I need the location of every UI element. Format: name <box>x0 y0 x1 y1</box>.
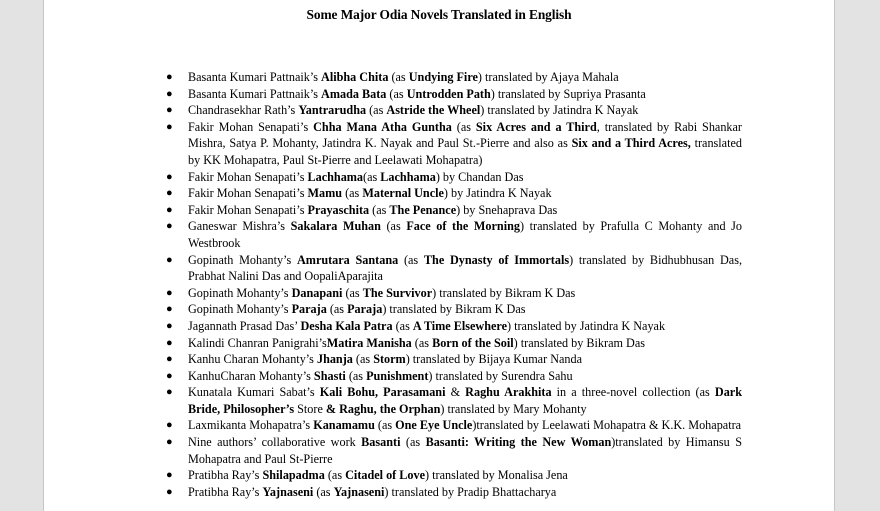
book-title: Kanamamu <box>313 418 375 433</box>
bullet-icon: ● <box>166 187 173 200</box>
item-text: ) by Jatindra K Nayak <box>443 186 552 201</box>
item-text: (as <box>324 468 346 483</box>
book-title: Mamu <box>307 186 343 201</box>
item-text: (as <box>388 70 409 84</box>
bullet-icon: ● <box>166 419 173 432</box>
book-title: Shasti <box>313 368 346 383</box>
bullet-icon: ● <box>166 303 173 316</box>
book-title: Jhanja <box>316 352 353 367</box>
item-text: Kunatala Kumari Sabat’s <box>188 385 320 400</box>
item-text: (as <box>451 119 476 134</box>
item-text: ) translated by Jatindra K Nayak <box>507 318 666 333</box>
item-text: )translated by Leelawati Mohapatra & K.K. Mohapatra <box>472 418 742 433</box>
item-text: ) translated by Prafulla C Mohanty and Jo Westbrook <box>188 219 742 250</box>
item-text: (as <box>342 285 363 300</box>
item-text: (as <box>352 352 374 367</box>
item-text: Gopinath Mohanty’s <box>188 302 292 317</box>
item-text: (as <box>366 103 387 118</box>
book-title: The Dynasty of Immortals <box>423 252 570 267</box>
list-item <box>166 102 742 119</box>
book-title: Prayaschita <box>307 202 370 217</box>
item-text: Store <box>294 401 326 416</box>
book-title: Lachhama <box>380 169 436 184</box>
item-text: Fakir Mohan Senapati’s <box>188 202 308 217</box>
book-title: Amrutara Santana <box>296 252 399 267</box>
book-title: Citadel of Love <box>345 468 426 483</box>
list-item <box>166 218 742 251</box>
item-text: (as <box>363 169 381 184</box>
item-text: (as <box>386 86 407 101</box>
list-item <box>166 252 742 285</box>
item-text: (as <box>326 302 348 317</box>
item-text: ) translated by Surendra Sahu <box>428 368 573 383</box>
book-title: Sakalara Muhan <box>290 219 381 234</box>
item-text: ) translated by Mary Mohanty <box>440 401 587 416</box>
item-text: ) translated by Monalisa Jena <box>425 468 568 483</box>
book-title: Six and a Third Acres, <box>571 136 691 151</box>
list-item <box>166 301 742 318</box>
bullet-icon: ● <box>166 120 173 133</box>
item-text: ) translated by Bikram K Das <box>382 302 526 317</box>
list-item <box>166 368 742 385</box>
item-text: ) translated by Ajaya Mahala <box>477 70 619 84</box>
item-text: ) translated by Pradip Bhattacharya <box>384 484 557 499</box>
book-title: Face of the Morning <box>406 219 520 234</box>
list-item <box>166 318 742 335</box>
item-text: Ganeswar Mishra’s <box>188 219 291 234</box>
book-title: One Eye Uncle <box>395 418 473 433</box>
book-title: Raghu Arakhita <box>465 385 552 400</box>
book-title: Chha Mana Atha Guntha <box>313 119 452 134</box>
book-title: Danapani <box>291 285 343 300</box>
list-item <box>166 169 742 186</box>
list-item <box>166 119 742 169</box>
item-text: Pratibha Ray’s <box>188 468 263 483</box>
bullet-icon: ● <box>166 369 173 382</box>
book-title: Alibha Chita <box>321 70 389 84</box>
item-text: ) translated by Bikram K Das <box>432 285 576 300</box>
item-text: Gopinath Mohanty’s <box>188 252 297 267</box>
document-page <box>43 0 835 511</box>
item-text: ) translated by Supriya Prasanta <box>490 86 646 101</box>
item-text: ) by Chandan Das <box>435 169 524 184</box>
item-text: (as <box>369 202 390 217</box>
bullet-icon: ● <box>166 386 173 399</box>
list-item <box>166 202 742 219</box>
book-title: Basanti: Writing the New Woman <box>425 435 612 450</box>
book-title: The Penance <box>389 202 457 217</box>
novel-list <box>166 69 742 500</box>
item-text: ) by Snehaprava Das <box>456 202 558 217</box>
item-text: Chandrasekhar Rath’s <box>188 103 299 118</box>
item-text: ) translated by Jatindra K Nayak <box>480 103 639 118</box>
book-title: Storm <box>373 352 406 367</box>
book-title: Astride the Wheel <box>386 103 481 118</box>
book-title: Yantrarudha <box>298 103 367 118</box>
book-title: Maternal Uncle <box>362 186 444 201</box>
item-text: (as <box>392 318 413 333</box>
bullet-icon: ● <box>166 319 173 332</box>
book-title: Amada Bata <box>321 86 387 101</box>
list-item <box>166 335 742 352</box>
bullet-icon: ● <box>166 170 173 183</box>
book-title: & Raghu, the Orphan <box>325 401 441 416</box>
list-item <box>166 86 742 103</box>
book-title: Lachhama <box>307 169 364 184</box>
list-item <box>166 384 742 417</box>
list-item <box>166 351 742 368</box>
bullet-icon: ● <box>166 87 173 100</box>
bullet-icon: ● <box>166 336 173 349</box>
bullet-icon: ● <box>166 485 173 498</box>
book-title: Desha Kala Patra <box>300 318 393 333</box>
item-text: translated by KK Mohapatra, Paul St-Pierre and Leelawati Mohapatra) <box>188 136 742 167</box>
item-text: , translated by Rabi Shankar Mishra, Satya P. Mohanty, Jatindra K. Nayak and Paul St.-Pierre and also as <box>188 119 742 151</box>
item-text: Kanhu Charan Mohanty’s <box>188 352 317 367</box>
item-text: (as <box>313 484 334 499</box>
item-text: & <box>445 385 466 400</box>
item-text: Laxmikanta Mohapatra’s <box>188 418 314 433</box>
item-text: Basanta Kumari Pattnaik’s <box>188 70 322 84</box>
bullet-icon: ● <box>166 253 173 266</box>
item-text: (as <box>400 435 426 450</box>
book-title: Shilapadma <box>262 468 325 483</box>
bullet-icon: ● <box>166 353 173 366</box>
bullet-icon: ● <box>166 220 173 233</box>
bullet-icon: ● <box>166 71 173 83</box>
bullet-icon: ● <box>166 436 173 449</box>
book-title: Matira Manisha <box>326 335 412 350</box>
item-text: (as <box>411 335 433 350</box>
item-text: )translated by Himansu S Mohapatra and Paul St-Pierre <box>188 435 742 466</box>
item-text: (as <box>380 219 407 234</box>
item-text: in a three-novel collection (as <box>551 385 715 400</box>
book-title: Undying Fire <box>408 70 478 84</box>
book-title: Yajnaseni <box>262 484 314 499</box>
item-text: Basanta Kumari Pattnaik’s <box>188 86 322 101</box>
book-title: Yajnaseni <box>333 484 385 499</box>
book-title: The Survivor <box>362 285 433 300</box>
item-text: (as <box>374 418 396 433</box>
bullet-icon: ● <box>166 203 173 216</box>
item-text: KanhuCharan Mohanty’s <box>188 368 314 383</box>
item-text: Fakir Mohan Senapati’s <box>188 186 308 201</box>
book-title: A Time Elsewhere <box>412 318 507 333</box>
item-text: (as <box>342 186 363 201</box>
book-title: Paraja <box>291 302 327 317</box>
list-item <box>166 185 742 202</box>
book-title: Paraja <box>347 302 383 317</box>
book-title: Kali Bohu, Parasamani <box>319 385 446 400</box>
bullet-icon: ● <box>166 286 173 299</box>
item-text: Kalindi Chanran Panigrahi’s <box>188 335 327 350</box>
list-item <box>166 285 742 302</box>
book-title: Basanti <box>361 435 401 450</box>
item-text: (as <box>398 252 424 267</box>
item-text: ) translated by Bidhubhusan Das, Prabhat Nalini Das and OopaliAparajita <box>188 252 742 284</box>
item-text: Jagannath Prasad Das’ <box>188 318 301 333</box>
document-title: Some Major Odia Novels Translated in English <box>306 7 572 22</box>
book-title: Untrodden Path <box>406 86 491 101</box>
list-item <box>166 434 742 467</box>
item-text: ) translated by Bikram Das <box>513 335 645 350</box>
item-text: Fakir Mohan Senapati’s <box>188 169 308 184</box>
item-text: ) translated by Bijaya Kumar Nanda <box>405 352 583 367</box>
item-text: Gopinath Mohanty’s <box>188 285 292 300</box>
list-item <box>166 417 742 434</box>
book-title: Punishment <box>366 368 429 383</box>
list-item <box>166 69 742 86</box>
list-item <box>166 467 742 484</box>
item-text: Pratibha Ray’s <box>188 484 263 499</box>
book-title: Born of the Soil <box>432 335 514 350</box>
item-text: Nine authors’ collaborative work <box>188 435 362 450</box>
list-item <box>166 484 742 501</box>
book-title: Dark Bride, Philosopher’s <box>188 385 742 416</box>
bullet-icon: ● <box>166 104 173 117</box>
item-text: Fakir Mohan Senapati’s <box>188 119 314 134</box>
item-text: (as <box>345 368 367 383</box>
bullet-icon: ● <box>166 469 173 482</box>
book-title: Six Acres and a Third <box>475 119 597 134</box>
